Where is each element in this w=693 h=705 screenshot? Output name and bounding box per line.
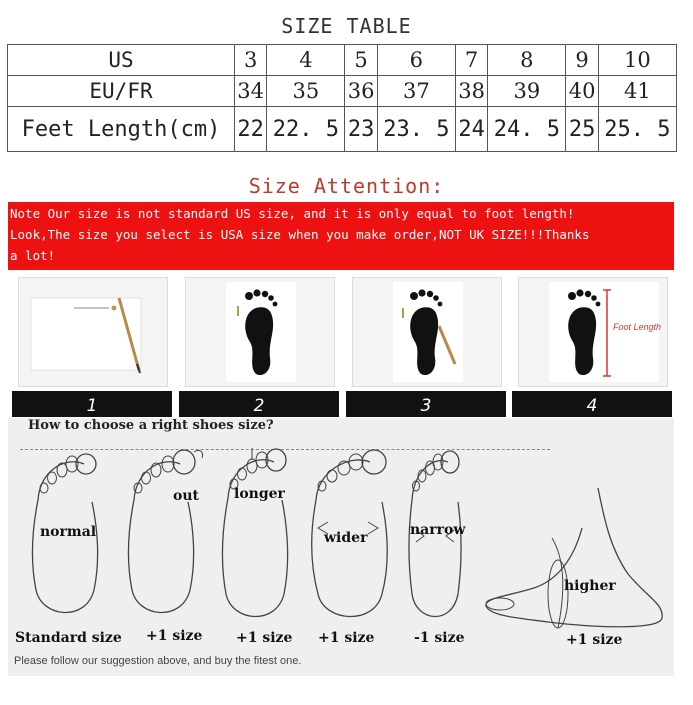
foot-label: out	[173, 488, 199, 504]
size-recommendation: +1 size	[236, 630, 293, 646]
table-cell: 4	[267, 45, 345, 76]
step-number: 2	[179, 391, 339, 417]
table-cell: 40	[566, 76, 598, 107]
row-label: EU/FR	[8, 76, 235, 107]
step-2	[179, 277, 339, 417]
size-recommendation: +1 size	[566, 632, 623, 648]
foot-longer-icon	[216, 444, 296, 630]
table-cell: 6	[377, 45, 455, 76]
table-cell: 25. 5	[598, 107, 676, 152]
foot-length-label: Foot Length	[613, 322, 662, 332]
table-row-eu	[8, 76, 677, 107]
size-attention-heading: Size Attention:	[248, 174, 445, 198]
paper-pen-image	[18, 277, 168, 387]
table-row-us	[8, 45, 677, 76]
table-cell: 36	[345, 76, 377, 107]
table-row-feet-length	[8, 107, 677, 152]
table-cell: 3	[235, 45, 267, 76]
table-cell: 10	[598, 45, 676, 76]
table-cell: 9	[566, 45, 598, 76]
table-cell: 38	[455, 76, 487, 107]
size-table	[7, 44, 677, 152]
table-cell: 22	[235, 107, 267, 152]
table-cell: 22. 5	[267, 107, 345, 152]
table-cell: 41	[598, 76, 676, 107]
size-recommendation: -1 size	[414, 630, 465, 646]
step-number: 4	[512, 391, 672, 417]
step-4	[512, 277, 672, 417]
row-label: US	[8, 45, 235, 76]
size-table-title: SIZE TABLE	[281, 14, 412, 38]
table-cell: 39	[488, 76, 566, 107]
size-recommendation: Standard size	[15, 630, 122, 646]
size-recommendation: +1 size	[146, 628, 203, 644]
table-cell: 34	[235, 76, 267, 107]
step-3	[346, 277, 506, 417]
table-cell: 8	[488, 45, 566, 76]
step-1	[12, 277, 172, 417]
foot-label: narrow	[410, 522, 466, 538]
step-number: 3	[346, 391, 506, 417]
table-cell: 23	[345, 107, 377, 152]
row-label: Feet Length(cm)	[8, 107, 235, 152]
table-cell: 35	[267, 76, 345, 107]
size-note-banner: Note Our size is not standard US size, and it is only equal to foot length! Look,The size you select is USA size when you make order,NOT UK SIZE!!!Thanks a lot!	[8, 202, 674, 270]
foot-higher-icon	[478, 478, 668, 638]
table-cell: 24	[455, 107, 487, 152]
table-cell: 37	[377, 76, 455, 107]
foot-label: normal	[40, 524, 97, 540]
table-cell: 25	[566, 107, 598, 152]
footer-note: Please follow our suggestion above, and buy the fitest one.	[14, 655, 302, 667]
foot-label: higher	[564, 578, 616, 594]
size-recommendation: +1 size	[318, 630, 375, 646]
guide-heading: How to choose a right shoes size?	[28, 418, 274, 433]
step-number: 1	[12, 391, 172, 417]
foot-normal-icon	[26, 450, 106, 630]
foot-shape-guide	[8, 418, 674, 676]
table-cell: 5	[345, 45, 377, 76]
foot-label: longer	[234, 486, 285, 502]
foot-label: wider	[324, 530, 368, 546]
footprint-image	[185, 277, 335, 387]
table-cell: 23. 5	[377, 107, 455, 152]
foot-length-image	[518, 277, 668, 387]
measurement-steps	[12, 277, 672, 417]
footprint-with-pen-image	[352, 277, 502, 387]
foot-out-icon	[120, 444, 210, 630]
table-cell: 7	[455, 45, 487, 76]
table-cell: 24. 5	[488, 107, 566, 152]
foot-narrow-icon	[400, 446, 470, 630]
